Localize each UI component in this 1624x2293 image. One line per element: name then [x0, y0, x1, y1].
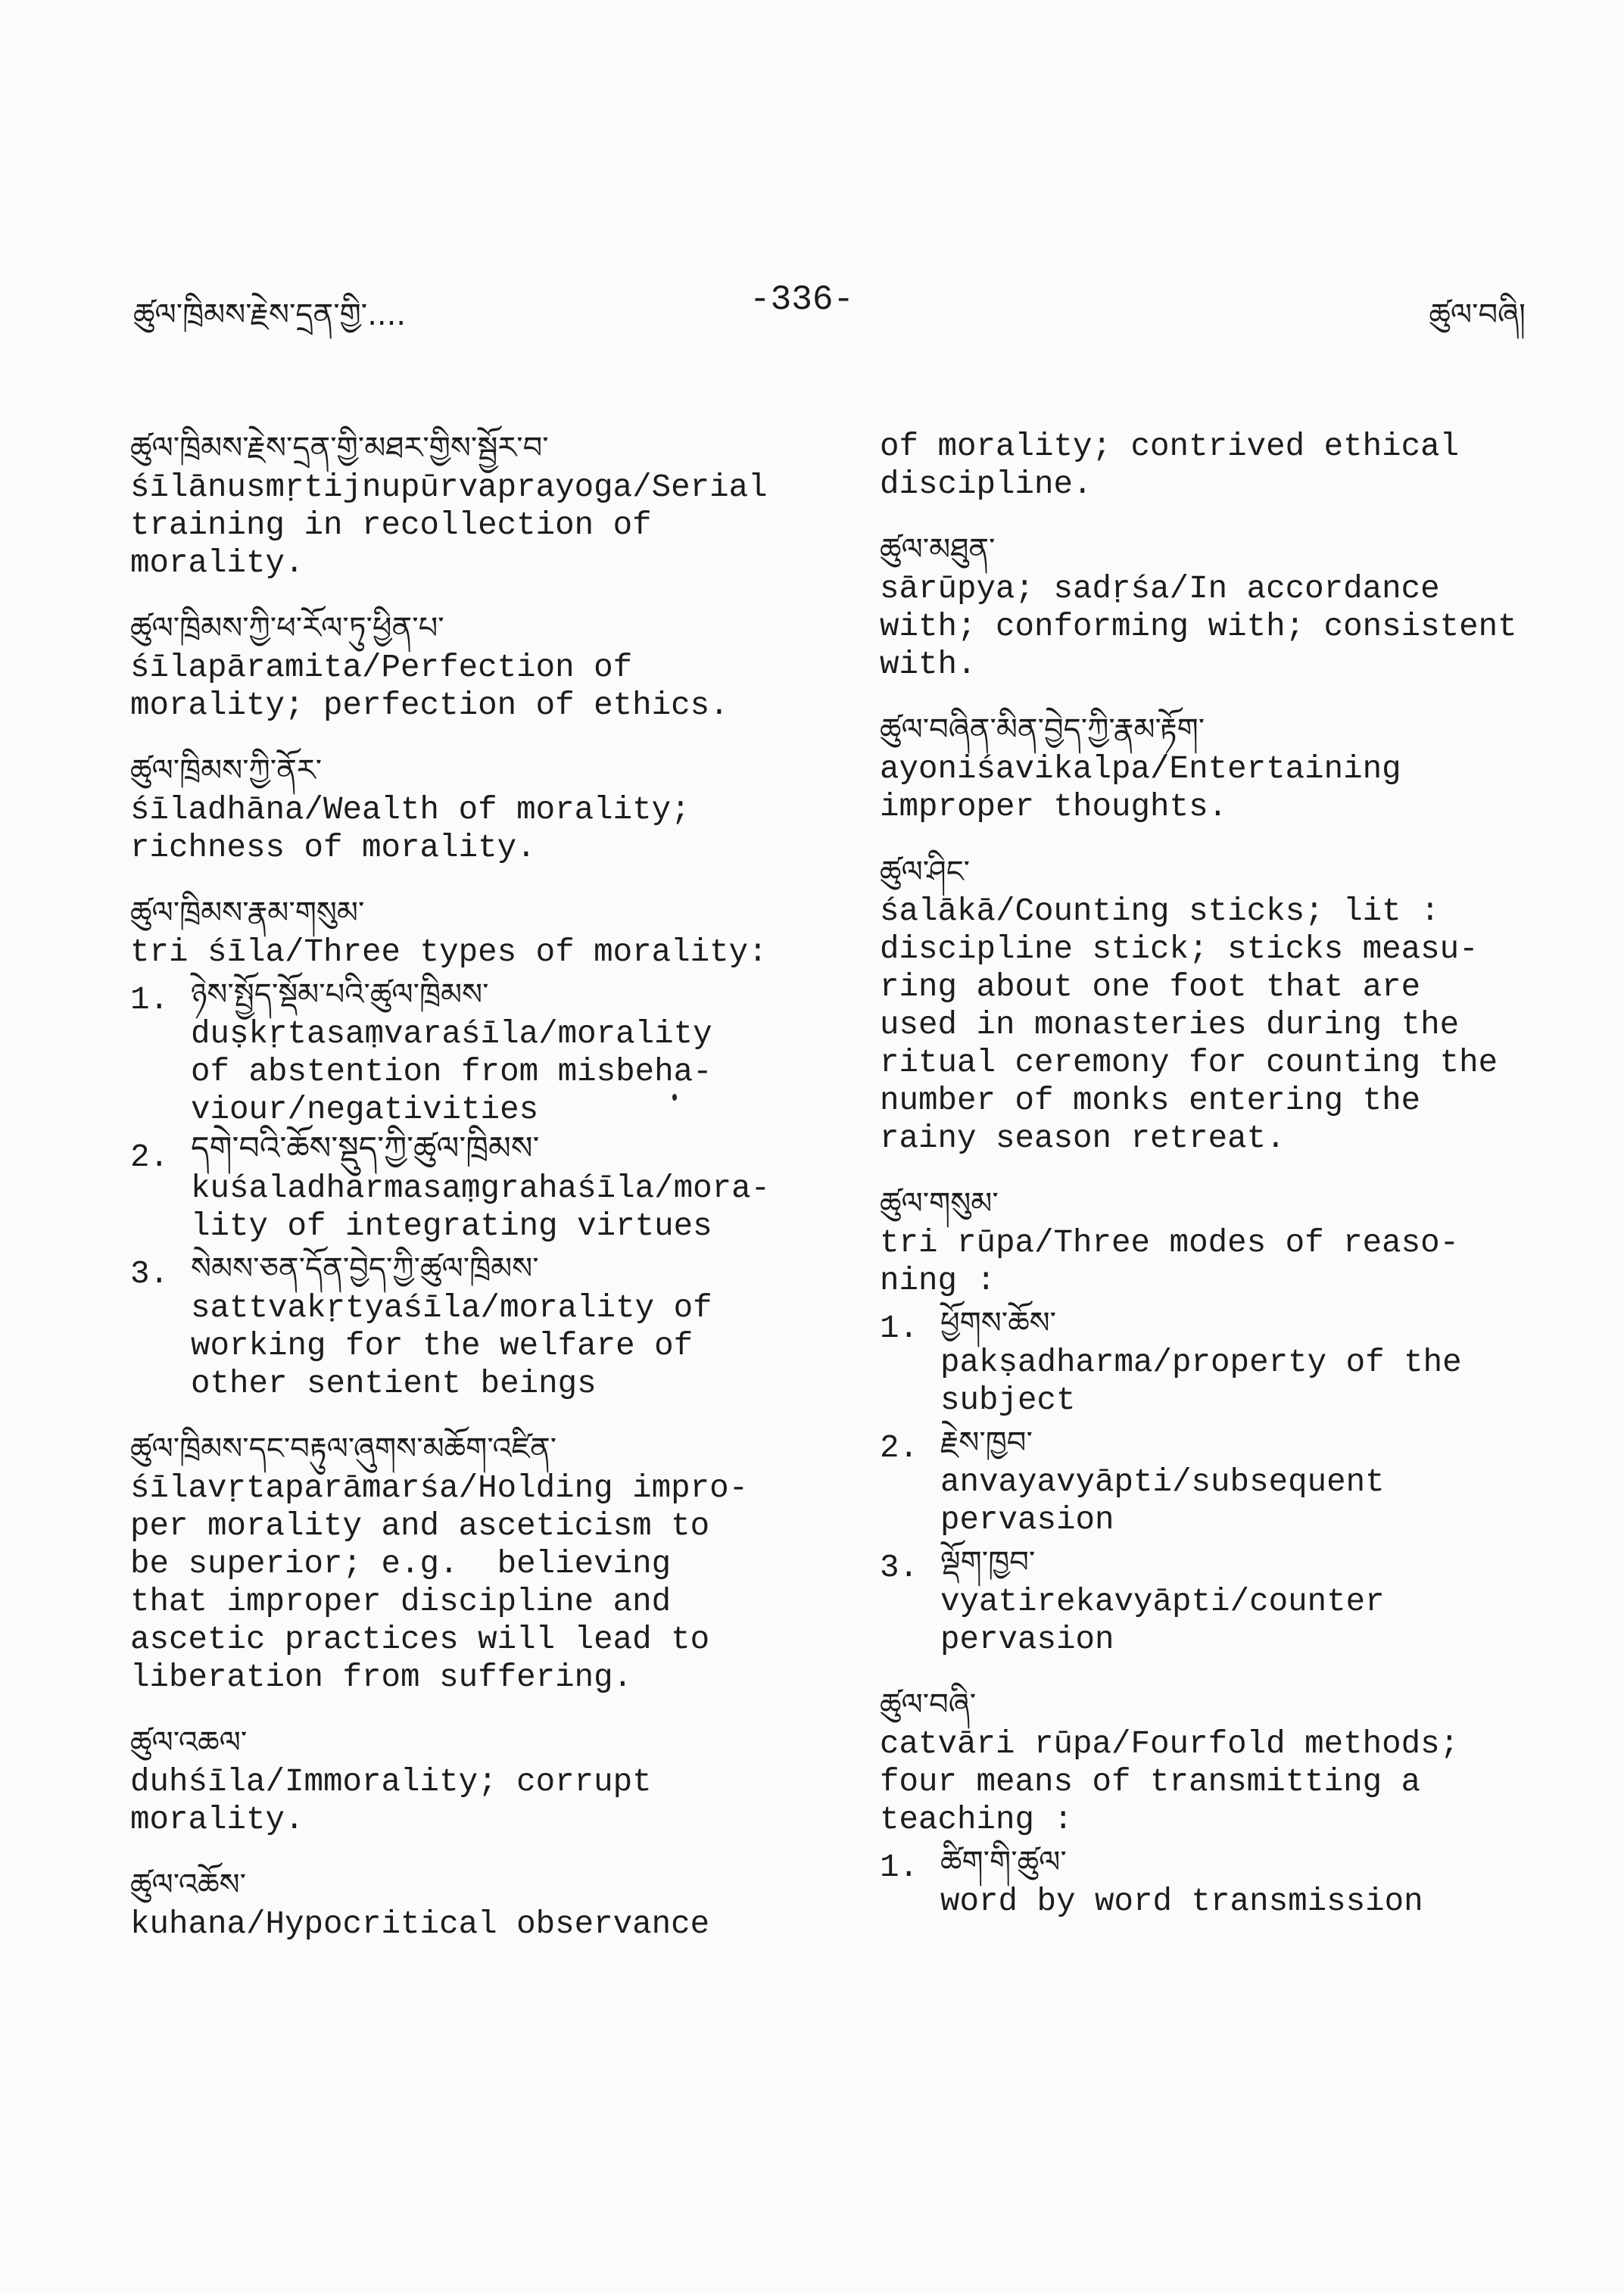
definition-line: discipline stick; sticks measu- — [880, 931, 1479, 967]
dictionary-entry — [130, 428, 834, 582]
numbered-subentry — [880, 1422, 1584, 1539]
subentry-line: working for the welfare of — [191, 1328, 694, 1364]
definition-line: morality. — [130, 545, 304, 581]
dictionary-entry — [130, 608, 834, 724]
tibetan-headword: ཚུལ་འཆལ་ — [130, 1725, 248, 1760]
definition-line: richness of morality. — [130, 830, 536, 866]
definition-line: liberation from suffering. — [130, 1659, 633, 1696]
definition-line: morality; perfection of ethics. — [130, 687, 729, 724]
dictionary-entry — [880, 852, 1584, 1157]
subentry-number: 2. — [880, 1430, 919, 1466]
tibetan-headword: ཚུལ་གསུམ་ — [880, 1186, 999, 1221]
page-number: -336- — [750, 280, 855, 319]
tibetan-term: ཉེས་སྤྱོད་སྡོམ་པའི་ཚུལ་ཁྲིམས་ — [191, 977, 489, 1012]
definition-line: that improper discipline and — [130, 1584, 672, 1620]
definition-line: per morality and asceticism to — [130, 1508, 710, 1544]
subentry-number: 2. — [130, 1139, 170, 1176]
definition-line: śīlapāramita/Perfection of — [130, 650, 633, 686]
tibetan-headword: ཚུལ་ཁྲིམས་ཀྱི་ནོར་ — [130, 753, 323, 788]
subentry-line: viour/negativities — [191, 1092, 539, 1128]
subentry-number: 3. — [130, 1256, 170, 1292]
dictionary-entry — [130, 1428, 834, 1696]
definition-line: training in recollection of — [130, 507, 652, 544]
dictionary-entry — [880, 1684, 1584, 1921]
definition-line: used in monasteries during the — [880, 1007, 1460, 1043]
subentry-line: pervasion — [940, 1622, 1114, 1658]
definition-line: rainy season retreat. — [880, 1120, 1286, 1157]
definition-line: with; conforming with; consistent — [880, 609, 1517, 645]
definition-line: śalākā/Counting sticks; lit : — [880, 893, 1440, 930]
definition-line: ning : — [880, 1263, 996, 1299]
dictionary-entry — [130, 750, 834, 867]
subentry-number: 1. — [880, 1310, 919, 1347]
definition-line: tri rūpa/Three modes of reaso- — [880, 1225, 1460, 1261]
numbered-subentry — [130, 974, 834, 1129]
ink-speck — [672, 1094, 677, 1101]
tibetan-term: ཕྱོགས་ཆོས་ — [940, 1306, 1057, 1341]
definition-line: four means of transmitting a — [880, 1764, 1421, 1800]
tibetan-headword: ཚུལ་བཞིན་མིན་བྱེད་ཀྱི་རྣམ་རྟོག་ — [880, 712, 1205, 747]
subentry-line: pervasion — [940, 1502, 1114, 1538]
dictionary-entry — [130, 1865, 834, 1943]
dictionary-entry — [880, 529, 1584, 684]
definition-line: discipline. — [880, 466, 1093, 503]
dictionary-entry — [130, 893, 834, 1403]
definition-line: kuhana/Hypocritical observance — [130, 1906, 710, 1943]
definition-line: improper thoughts. — [880, 789, 1228, 825]
subentry-line: དགེ་བའི་ཆོས་སྡུད་ཀྱི་ཚུལ་ཁྲིམས་ — [191, 1132, 540, 1169]
tibetan-term: སེམས་ཅན་དོན་བྱེད་ཀྱི་ཚུལ་ཁྲིམས་ — [191, 1251, 539, 1286]
numbered-subentry — [130, 1132, 834, 1245]
tibetan-headword: ཚུལ་ཤིང་ — [880, 855, 971, 889]
definition-line: śīlavṛtaparāmarśa/Holding impro- — [130, 1470, 749, 1506]
dictionary-entry — [880, 709, 1584, 826]
subentry-number: 1. — [130, 982, 170, 1018]
definition-line: with. — [880, 646, 977, 683]
dictionary-entry — [880, 1183, 1584, 1659]
tibetan-term: ལྡོག་ཁྱབ་ — [940, 1545, 1036, 1580]
definition-line: catvāri rūpa/Fourfold methods; — [880, 1726, 1460, 1762]
definition-line: tri śīla/Three types of morality: — [130, 934, 768, 970]
tibetan-headword: ཚུལ་མཐུན་ — [880, 532, 996, 567]
tibetan-headword: ཚུལ་ཁྲིམས་ཀྱི་ཕ་རོལ་ཏུ་ཕྱིན་པ་ — [130, 611, 444, 646]
tibetan-term: ཚིག་གི་ཚུལ་ — [940, 1845, 1067, 1880]
definition-line: be superior; e.g. believing — [130, 1546, 672, 1582]
definition-line: śīlānusmṛtijnupūrvaprayoga/Serial — [130, 469, 768, 506]
tibetan-headword: ཚུལ་ཁྲིམས་དང་བརྟུལ་ཞུགས་མཆོག་འཛིན་ — [130, 1432, 557, 1466]
tibetan-headword: ཚུལ་ཁྲིམས་རྣམ་གསུམ་ — [130, 896, 365, 930]
numbered-subentry — [880, 1303, 1584, 1419]
definition-line: duhśīla/Immorality; corrupt — [130, 1764, 652, 1800]
definition-line: ring about one foot that are — [880, 969, 1421, 1005]
subentry-line: vyatirekavyāpti/counter — [940, 1584, 1385, 1620]
definition-line: number of monks entering the — [880, 1083, 1421, 1119]
numbered-subentry — [130, 1248, 834, 1403]
subentry-line: anvayavyāpti/subsequent — [940, 1464, 1385, 1500]
definition-line: of morality; contrived ethical — [880, 428, 1460, 465]
numbered-subentry — [880, 1542, 1584, 1659]
dictionary-entry — [880, 428, 1584, 503]
definition-line: teaching : — [880, 1802, 1074, 1838]
tibetan-term: རྗེས་ཁྱབ་ — [940, 1425, 1033, 1460]
right-column — [880, 428, 1584, 1946]
subentry-line: subject — [940, 1382, 1076, 1419]
subentry-line: pakṣadharma/property of the — [940, 1344, 1462, 1381]
definition-line: ascetic practices will lead to — [130, 1622, 710, 1658]
definition-line: sārūpya; sadṛśa/In accordance — [880, 571, 1440, 607]
definition-line: ayoniśavikalpa/Entertaining — [880, 751, 1401, 787]
subentry-number: 3. — [880, 1550, 919, 1586]
tibetan-headword: ཚུལ་ཁྲིམས་རྗེས་དྲན་གྱི་མཐར་གྱིས་སྦྱོར་བ་ — [130, 431, 549, 466]
numbered-subentry — [880, 1842, 1584, 1921]
left-column — [130, 428, 834, 1969]
subentry-line: other sentient beings — [191, 1366, 597, 1402]
definition-line: ritual ceremony for counting the — [880, 1045, 1498, 1081]
running-head-right: ཚུལ་བཞི། — [1429, 298, 1526, 332]
dictionary-entry — [130, 1722, 834, 1839]
subentry-line: lity of integrating virtues — [191, 1208, 712, 1245]
tibetan-headword: ཚུལ་འཆོས་ — [130, 1868, 246, 1902]
subentry-line: sattvakṛtyaśīla/morality of — [191, 1290, 712, 1326]
subentry-line: duṣkṛtasaṃvaraśīla/morality — [191, 1016, 712, 1052]
definition-line: morality. — [130, 1802, 304, 1838]
subentry-line: of abstention from misbeha- — [191, 1054, 712, 1090]
subentry-number: 1. — [880, 1849, 919, 1886]
subentry-line: kuśaladharmasaṃgrahaśīla/mora- — [191, 1170, 771, 1207]
subentry-line: word by word transmission — [940, 1883, 1423, 1920]
running-head-left: ཚུལ་ཁྲིམས་རྗེས་དྲན་གྱི་.... — [133, 298, 407, 332]
definition-line: śīladhāna/Wealth of morality; — [130, 792, 690, 828]
tibetan-headword: ཚུལ་བཞི་ — [880, 1687, 977, 1722]
